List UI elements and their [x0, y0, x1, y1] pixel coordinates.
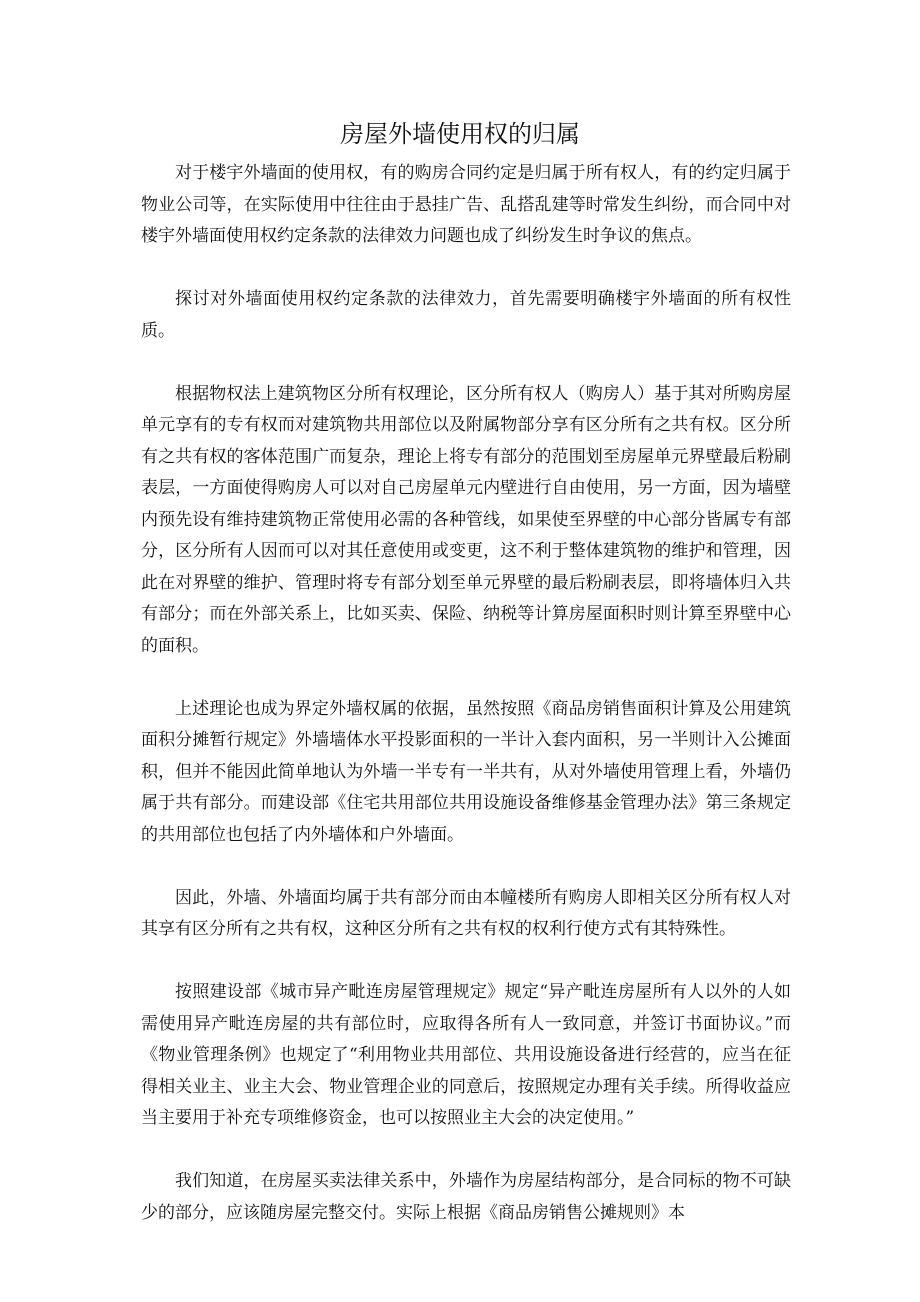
paragraph: 根据物权法上建筑物区分所有权理论，区分所有权人（购房人）基于其对所购房屋单元享有的专有权而对建筑物共用部位以及附属物部分享有区分所有之共有权。区分所有之共有权的客体范围广而复杂，理论上将专有部分的范围划至房屋单元界壁最后粉刷表层，一方面使得购房人可以对自己房屋单元内壁进行自由使用，另一方面，因为墙壁内预先设有维持建筑物正常使用必需的各种管线，如果使至界壁的中心部分皆属专有部分，区分所有人因而可以对其任意使用或变更，这不利于整体建筑物的维护和管理，因此在对界壁的维护、管理时将专有部分划至单元界壁的最后粉刷表层，即将墙体归入共有部分；而在外部关系上，比如买卖、保险、纳税等计算房屋面积时则计算至界壁中心的面积。 [141, 383, 791, 656]
paragraph: 因此，外墙、外墙面均属于共有部分而由本幢楼所有购房人即相关区分所有权人对其享有区分所有之共有权，这种区分所有之共有权的权利行使方式有其特殊性。 [141, 887, 791, 939]
paragraph: 上述理论也成为界定外墙权属的依据，虽然按照《商品房销售面积计算及公用建筑面积分摊暂行规定》外墙墙体水平投影面积的一半计入套内面积，另一半则计入公摊面积，但并不能因此简单地认为外墙一半专有一半共有，从对外墙使用管理上看，外墙仍属于共有部分。而建设部《住宅共用部位共用设施设备维修基金管理办法》第三条规定的共用部位也包括了内外墙体和户外墙面。 [141, 698, 791, 845]
document-title: 房屋外墙使用权的归属 [340, 120, 580, 148]
paragraph: 探讨对外墙面使用权约定条款的法律效力，首先需要明确楼宇外墙面的所有权性质。 [141, 289, 791, 341]
paragraph: 我们知道，在房屋买卖法律关系中，外墙作为房屋结构部分，是合同标的物不可缺少的部分，应该随房屋完整交付。实际上根据《商品房销售公摊规则》本 [141, 1171, 791, 1223]
document-body [141, 158, 791, 1229]
paragraph: 对于楼宇外墙面的使用权，有的购房合同约定是归属于所有权人，有的约定归属于物业公司等，在实际使用中往往由于悬挂广告、乱搭乱建等时常发生纠纷，而合同中对楼宇外墙面使用权约定条款的法律效力问题也成了纠纷发生时争议的焦点。 [141, 163, 791, 246]
paragraph: 按照建设部《城市异产毗连房屋管理规定》规定“异产毗连房屋所有人以外的人如需使用异产毗连房屋的共有部位时，应取得各所有人一致同意，并签订书面协议。”而《物业管理条例》也规定了“利用物业共用部位、共用设施设备进行经营的，应当在征得相关业主、业主大会、物业管理企业的同意后，按照规定办理有关手续。所得收益应当主要用于补充专项维修资金，也可以按照业主大会的决定使用。” [141, 982, 791, 1128]
